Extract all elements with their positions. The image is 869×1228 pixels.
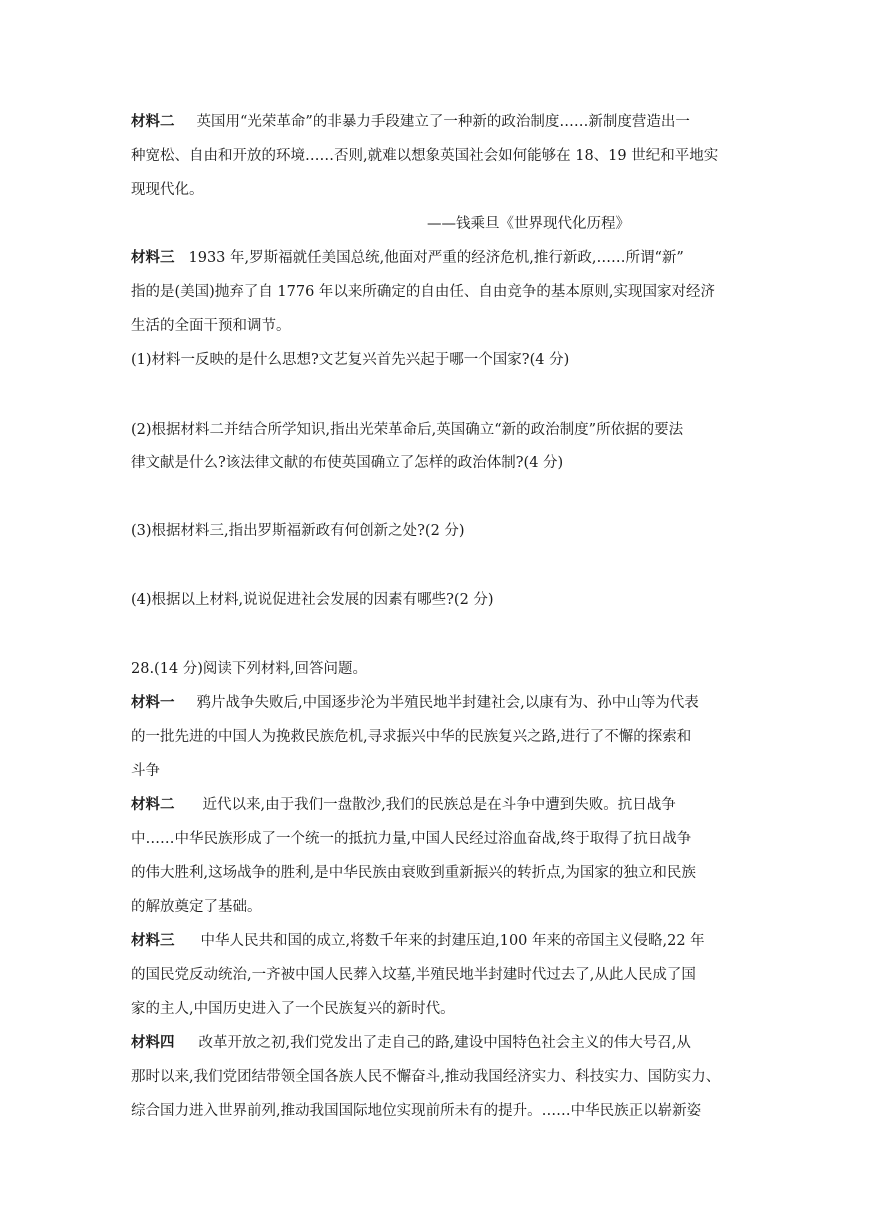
q28-material-4-line-1 [131, 1033, 741, 1053]
question-2-line-2: 律文献是什么?该法律文献的布使英国确立了怎样的政治体制?(4 分) [131, 455, 564, 471]
question-3: (3)根据材料三,指出罗斯福新政有何创新之处?(2 分) [131, 523, 465, 539]
q28-material-3-line-3: 家的主人,中国历史进入了一个民族复兴的新时代。 [131, 1001, 455, 1017]
material-label: 材料一 [131, 695, 175, 711]
question-1: (1)材料一反映的是什么思想?文艺复兴首先兴起于哪一个国家?(4 分) [131, 352, 570, 368]
material-text: 改革开放之初,我们党发出了走自己的路,建设中国特色社会主义的伟大号召,从 [198, 1035, 691, 1051]
material-3-line-1 [131, 248, 741, 268]
material-label: 材料二 [131, 797, 175, 813]
q28-material-2-line-2: 中……中华民族形成了一个统一的抵抗力量,中国人民经过浴血奋战,终于取得了抗日战争 [131, 831, 692, 847]
q28-material-4-line-2: 那时以来,我们党团结带领全国各族人民不懈奋斗,推动我国经济实力、科技实力、国防实力、 [131, 1069, 721, 1085]
material-text: 近代以来,由于我们一盘散沙,我们的民族总是在斗争中遭到失败。抗日战争 [202, 797, 676, 813]
material-label: 材料三 [131, 250, 175, 266]
material-2-line-3: 现现代化。 [131, 182, 204, 198]
q28-material-2-line-3: 的伟大胜利,这场战争的胜利,是中华民族由衰败到重新振兴的转折点,为国家的独立和民族 [131, 865, 696, 881]
q28-material-3-line-1 [131, 931, 741, 951]
material-3-line-2: 指的是(美国)抛弃了自 1776 年以来所确定的自由任、自由竞争的基本原则,实现国家对经济 [131, 284, 716, 300]
q28-material-4-line-3: 综合国力进入世界前列,推动我国国际地位实现前所未有的提升。……中华民族正以崭新姿 [131, 1103, 702, 1119]
material-text: 英国用“光荣革命”的非暴力手段建立了一种新的政治制度……新制度营造出一 [196, 114, 690, 130]
material-3-line-3: 生活的全面干预和调节。 [131, 318, 291, 334]
question-28-header: 28.(14 分)阅读下列材料,回答问题。 [131, 661, 368, 677]
q28-material-1-line-2: 的一批先进的中国人为挽救民族危机,寻求振兴中华的民族复兴之路,进行了不懈的探索和 [131, 729, 692, 745]
material-label: 材料四 [131, 1035, 175, 1051]
material-text: 1933 年,罗斯福就任美国总统,他面对严重的经济危机,推行新政,……所谓“新” [188, 250, 684, 266]
q28-material-2-line-4: 的解放奠定了基础。 [131, 899, 262, 915]
q28-material-1-line-1 [131, 693, 741, 713]
material-label: 材料三 [131, 933, 175, 949]
question-4: (4)根据以上材料,说说促进社会发展的因素有哪些?(2 分) [131, 592, 494, 608]
material-2-source: ——钱乘旦《世界现代化历程》 [427, 216, 630, 232]
material-text: 鸦片战争失败后,中国逐步沦为半殖民地半封建社会,以康有为、孙中山等为代表 [196, 695, 699, 711]
q28-material-1-line-3: 斗争 [131, 763, 160, 779]
material-2-line-2: 种宽松、自由和开放的环境……否则,就难以想象英国社会如何能够在 18、19 世纪和平地实 [131, 148, 719, 164]
material-text: 中华人民共和国的成立,将数千年来的封建压迫,100 年来的帝国主义侵略,22 年 [200, 933, 705, 949]
q28-material-3-line-2: 的国民党反动统治,一齐被中国人民葬入坟墓,半殖民地半封建时代过去了,从此人民成了国 [131, 967, 696, 983]
q28-material-2-line-1 [131, 795, 741, 815]
material-label: 材料二 [131, 114, 175, 130]
material-2-line-1 [131, 112, 741, 132]
question-2-line-1: (2)根据材料二并结合所学知识,指出光荣革命后,英国确立“新的政治制度”所依据的要法 [131, 422, 684, 438]
